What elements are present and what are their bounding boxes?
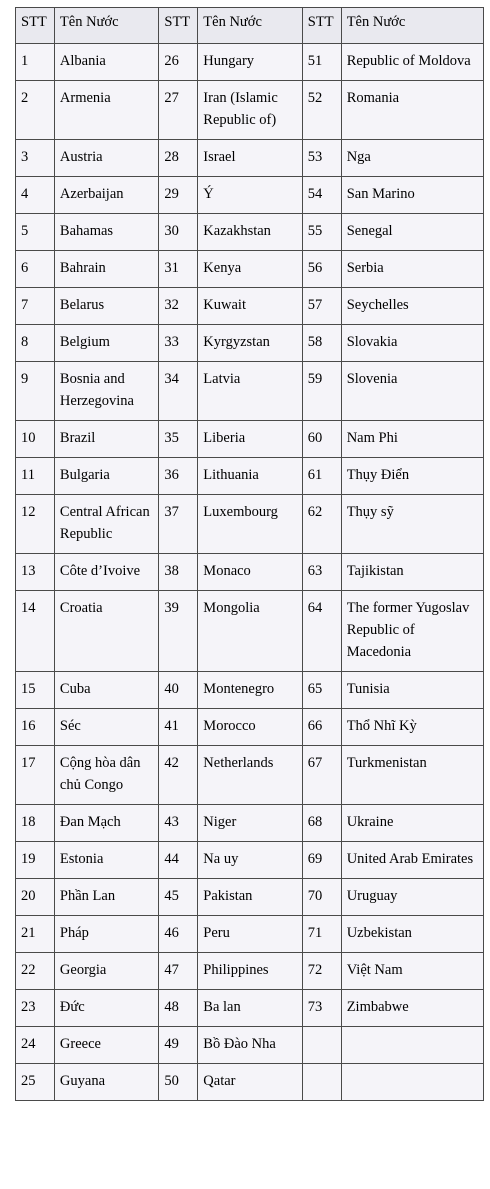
country-cell: Slovakia bbox=[341, 325, 483, 362]
stt-cell: 10 bbox=[16, 421, 55, 458]
countries-table bbox=[15, 7, 484, 1101]
table-row bbox=[16, 177, 484, 214]
country-cell: Mongolia bbox=[198, 591, 302, 672]
country-cell: Monaco bbox=[198, 554, 302, 591]
stt-cell: 13 bbox=[16, 554, 55, 591]
stt-cell: 51 bbox=[302, 44, 341, 81]
country-cell bbox=[341, 1064, 483, 1101]
country-cell: Thụy Điển bbox=[341, 458, 483, 495]
country-cell: Kenya bbox=[198, 251, 302, 288]
country-cell: Philippines bbox=[198, 953, 302, 990]
country-cell: Montenegro bbox=[198, 672, 302, 709]
country-cell: Bahrain bbox=[54, 251, 158, 288]
table-row bbox=[16, 81, 484, 140]
stt-cell: 28 bbox=[159, 140, 198, 177]
table-row bbox=[16, 495, 484, 554]
table-row bbox=[16, 842, 484, 879]
country-cell: Bahamas bbox=[54, 214, 158, 251]
stt-cell: 68 bbox=[302, 805, 341, 842]
country-cell: Séc bbox=[54, 709, 158, 746]
header-stt-2: STT bbox=[159, 8, 198, 44]
table-row bbox=[16, 251, 484, 288]
country-cell: Tajikistan bbox=[341, 554, 483, 591]
stt-cell: 6 bbox=[16, 251, 55, 288]
country-cell: Serbia bbox=[341, 251, 483, 288]
country-cell: Romania bbox=[341, 81, 483, 140]
stt-cell: 41 bbox=[159, 709, 198, 746]
country-cell: Bulgaria bbox=[54, 458, 158, 495]
country-cell: Pháp bbox=[54, 916, 158, 953]
stt-cell: 38 bbox=[159, 554, 198, 591]
stt-cell: 59 bbox=[302, 362, 341, 421]
country-cell: San Marino bbox=[341, 177, 483, 214]
country-cell: Armenia bbox=[54, 81, 158, 140]
country-cell: Phần Lan bbox=[54, 879, 158, 916]
country-cell: Bồ Đào Nha bbox=[198, 1027, 302, 1064]
country-cell: Kazakhstan bbox=[198, 214, 302, 251]
country-cell: Đan Mạch bbox=[54, 805, 158, 842]
country-cell: Lithuania bbox=[198, 458, 302, 495]
stt-cell: 25 bbox=[16, 1064, 55, 1101]
country-cell: Uzbekistan bbox=[341, 916, 483, 953]
country-cell: Việt Nam bbox=[341, 953, 483, 990]
stt-cell: 43 bbox=[159, 805, 198, 842]
stt-cell: 70 bbox=[302, 879, 341, 916]
country-cell: Uruguay bbox=[341, 879, 483, 916]
stt-cell: 44 bbox=[159, 842, 198, 879]
country-cell: Hungary bbox=[198, 44, 302, 81]
country-cell: Niger bbox=[198, 805, 302, 842]
stt-cell: 73 bbox=[302, 990, 341, 1027]
stt-cell: 3 bbox=[16, 140, 55, 177]
country-cell: Cộng hòa dân chủ Congo bbox=[54, 746, 158, 805]
table-row bbox=[16, 1027, 484, 1064]
country-cell: Thổ Nhĩ Kỳ bbox=[341, 709, 483, 746]
country-cell bbox=[341, 1027, 483, 1064]
country-cell: Thụy sỹ bbox=[341, 495, 483, 554]
stt-cell: 36 bbox=[159, 458, 198, 495]
country-cell: Netherlands bbox=[198, 746, 302, 805]
country-cell: Republic of Moldova bbox=[341, 44, 483, 81]
country-cell: Ý bbox=[198, 177, 302, 214]
table-row bbox=[16, 953, 484, 990]
country-cell: United Arab Emirates bbox=[341, 842, 483, 879]
stt-cell: 34 bbox=[159, 362, 198, 421]
country-cell: Belgium bbox=[54, 325, 158, 362]
stt-cell: 7 bbox=[16, 288, 55, 325]
country-cell: Đức bbox=[54, 990, 158, 1027]
stt-cell: 1 bbox=[16, 44, 55, 81]
stt-cell: 5 bbox=[16, 214, 55, 251]
stt-cell: 18 bbox=[16, 805, 55, 842]
stt-cell: 39 bbox=[159, 591, 198, 672]
table-row bbox=[16, 362, 484, 421]
country-cell: Nam Phi bbox=[341, 421, 483, 458]
header-stt-1: STT bbox=[16, 8, 55, 44]
country-cell: Belarus bbox=[54, 288, 158, 325]
stt-cell: 22 bbox=[16, 953, 55, 990]
country-cell: Nga bbox=[341, 140, 483, 177]
stt-cell: 31 bbox=[159, 251, 198, 288]
table-row bbox=[16, 44, 484, 81]
country-cell: Georgia bbox=[54, 953, 158, 990]
stt-cell: 46 bbox=[159, 916, 198, 953]
country-cell: Albania bbox=[54, 44, 158, 81]
table-row bbox=[16, 214, 484, 251]
country-cell: Bosnia and Herzegovina bbox=[54, 362, 158, 421]
table-row bbox=[16, 458, 484, 495]
table-row bbox=[16, 990, 484, 1027]
table-row bbox=[16, 709, 484, 746]
country-cell: Ukraine bbox=[341, 805, 483, 842]
country-cell: The former Yugoslav Republic of Macedonia bbox=[341, 591, 483, 672]
country-cell: Guyana bbox=[54, 1064, 158, 1101]
country-cell: Latvia bbox=[198, 362, 302, 421]
stt-cell: 8 bbox=[16, 325, 55, 362]
stt-cell: 4 bbox=[16, 177, 55, 214]
table-row bbox=[16, 288, 484, 325]
country-cell: Pakistan bbox=[198, 879, 302, 916]
country-cell: Israel bbox=[198, 140, 302, 177]
stt-cell: 63 bbox=[302, 554, 341, 591]
table-row bbox=[16, 1064, 484, 1101]
country-cell: Croatia bbox=[54, 591, 158, 672]
stt-cell: 32 bbox=[159, 288, 198, 325]
country-cell: Morocco bbox=[198, 709, 302, 746]
stt-cell: 56 bbox=[302, 251, 341, 288]
country-cell: Austria bbox=[54, 140, 158, 177]
stt-cell: 61 bbox=[302, 458, 341, 495]
stt-cell: 26 bbox=[159, 44, 198, 81]
stt-cell: 71 bbox=[302, 916, 341, 953]
header-stt-3: STT bbox=[302, 8, 341, 44]
country-cell: Estonia bbox=[54, 842, 158, 879]
stt-cell: 15 bbox=[16, 672, 55, 709]
table-row bbox=[16, 140, 484, 177]
stt-cell: 27 bbox=[159, 81, 198, 140]
table-row bbox=[16, 746, 484, 805]
country-cell: Côte d’Ivoive bbox=[54, 554, 158, 591]
country-cell: Slovenia bbox=[341, 362, 483, 421]
stt-cell: 57 bbox=[302, 288, 341, 325]
stt-cell: 52 bbox=[302, 81, 341, 140]
stt-cell: 58 bbox=[302, 325, 341, 362]
stt-cell: 49 bbox=[159, 1027, 198, 1064]
country-cell: Seychelles bbox=[341, 288, 483, 325]
stt-cell: 40 bbox=[159, 672, 198, 709]
table-row bbox=[16, 879, 484, 916]
country-cell: Ba lan bbox=[198, 990, 302, 1027]
stt-cell: 60 bbox=[302, 421, 341, 458]
stt-cell: 65 bbox=[302, 672, 341, 709]
country-cell: Luxembourg bbox=[198, 495, 302, 554]
stt-cell: 20 bbox=[16, 879, 55, 916]
stt-cell: 9 bbox=[16, 362, 55, 421]
stt-cell: 17 bbox=[16, 746, 55, 805]
stt-cell: 48 bbox=[159, 990, 198, 1027]
country-cell: Kuwait bbox=[198, 288, 302, 325]
country-cell: Cuba bbox=[54, 672, 158, 709]
stt-cell: 21 bbox=[16, 916, 55, 953]
stt-cell: 67 bbox=[302, 746, 341, 805]
table-row bbox=[16, 421, 484, 458]
stt-cell: 19 bbox=[16, 842, 55, 879]
stt-cell: 14 bbox=[16, 591, 55, 672]
stt-cell: 30 bbox=[159, 214, 198, 251]
stt-cell: 42 bbox=[159, 746, 198, 805]
country-cell: Greece bbox=[54, 1027, 158, 1064]
country-cell: Iran (Islamic Republic of) bbox=[198, 81, 302, 140]
country-cell: Peru bbox=[198, 916, 302, 953]
country-cell: Central African Republic bbox=[54, 495, 158, 554]
stt-cell: 29 bbox=[159, 177, 198, 214]
country-cell: Azerbaijan bbox=[54, 177, 158, 214]
table-body bbox=[16, 44, 484, 1101]
table-row bbox=[16, 672, 484, 709]
table-header-row bbox=[16, 8, 484, 44]
country-cell: Qatar bbox=[198, 1064, 302, 1101]
stt-cell: 47 bbox=[159, 953, 198, 990]
stt-cell: 54 bbox=[302, 177, 341, 214]
stt-cell: 55 bbox=[302, 214, 341, 251]
stt-cell: 69 bbox=[302, 842, 341, 879]
stt-cell: 24 bbox=[16, 1027, 55, 1064]
stt-cell: 64 bbox=[302, 591, 341, 672]
stt-cell: 62 bbox=[302, 495, 341, 554]
stt-cell: 53 bbox=[302, 140, 341, 177]
stt-cell: 72 bbox=[302, 953, 341, 990]
stt-cell bbox=[302, 1064, 341, 1101]
stt-cell: 66 bbox=[302, 709, 341, 746]
header-country-1: Tên Nước bbox=[54, 8, 158, 44]
stt-cell: 37 bbox=[159, 495, 198, 554]
stt-cell: 45 bbox=[159, 879, 198, 916]
header-country-2: Tên Nước bbox=[198, 8, 302, 44]
country-cell: Turkmenistan bbox=[341, 746, 483, 805]
stt-cell: 2 bbox=[16, 81, 55, 140]
country-cell: Tunisia bbox=[341, 672, 483, 709]
table-row bbox=[16, 805, 484, 842]
header-country-3: Tên Nước bbox=[341, 8, 483, 44]
stt-cell: 11 bbox=[16, 458, 55, 495]
country-cell: Zimbabwe bbox=[341, 990, 483, 1027]
table-row bbox=[16, 591, 484, 672]
stt-cell: 33 bbox=[159, 325, 198, 362]
stt-cell: 16 bbox=[16, 709, 55, 746]
country-cell: Na uy bbox=[198, 842, 302, 879]
stt-cell: 12 bbox=[16, 495, 55, 554]
country-cell: Brazil bbox=[54, 421, 158, 458]
table-row bbox=[16, 916, 484, 953]
stt-cell: 23 bbox=[16, 990, 55, 1027]
stt-cell: 50 bbox=[159, 1064, 198, 1101]
country-cell: Liberia bbox=[198, 421, 302, 458]
country-cell: Senegal bbox=[341, 214, 483, 251]
table-row bbox=[16, 554, 484, 591]
table-row bbox=[16, 325, 484, 362]
stt-cell bbox=[302, 1027, 341, 1064]
country-cell: Kyrgyzstan bbox=[198, 325, 302, 362]
stt-cell: 35 bbox=[159, 421, 198, 458]
